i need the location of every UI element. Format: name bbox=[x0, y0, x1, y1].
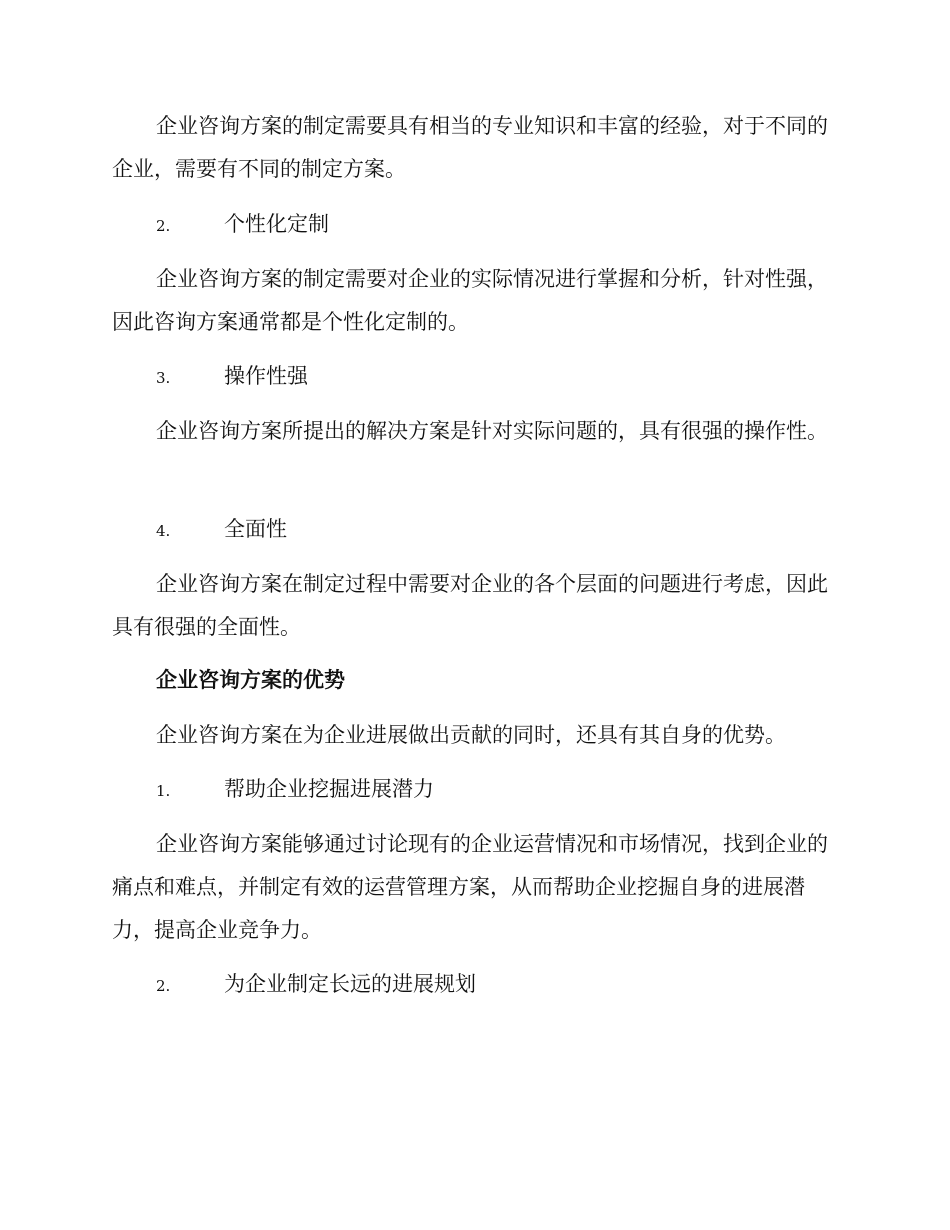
paragraph-expertise: 企业咨询方案的制定需要具有相当的专业知识和丰富的经验，对于不同的企业，需要有不同的制定方案。 bbox=[112, 114, 828, 181]
list-item-label: 帮助企业挖掘进展潜力 bbox=[224, 777, 434, 801]
list-item-operability bbox=[156, 361, 308, 391]
section-heading: 企业咨询方案的优势 bbox=[156, 667, 345, 692]
paragraph-operability: 企业咨询方案所提出的解决方案是针对实际问题的，具有很强的操作性。 bbox=[156, 419, 828, 443]
list-item-potential bbox=[156, 774, 434, 804]
list-item-long-term-plan bbox=[156, 969, 476, 999]
list-item-label: 个性化定制 bbox=[224, 212, 329, 236]
paragraph-potential: 企业咨询方案能够通过讨论现有的企业运营情况和市场情况，找到企业的痛点和难点，并制定有效的运营管理方案，从而帮助企业挖掘自身的进展潜力，提高企业竞争力。 bbox=[112, 832, 828, 942]
paragraph-advantages-intro: 企业咨询方案在为企业进展做出贡献的同时，还具有其自身的优势。 bbox=[156, 723, 786, 747]
list-number: 2. bbox=[156, 977, 171, 995]
list-item-personalized bbox=[156, 209, 329, 239]
paragraph-personalized: 企业咨询方案的制定需要对企业的实际情况进行掌握和分析，针对性强，因此咨询方案通常都是个性化定制的。 bbox=[112, 267, 828, 334]
list-item-comprehensive bbox=[156, 514, 287, 544]
list-item-label: 操作性强 bbox=[224, 364, 308, 388]
list-number: 4. bbox=[156, 522, 171, 540]
paragraph-comprehensive: 企业咨询方案在制定过程中需要对企业的各个层面的问题进行考虑，因此具有很强的全面性。 bbox=[112, 572, 828, 639]
list-number: 2. bbox=[156, 217, 171, 235]
list-number: 3. bbox=[156, 369, 171, 387]
list-item-label: 全面性 bbox=[224, 517, 287, 541]
list-item-label: 为企业制定长远的进展规划 bbox=[224, 972, 476, 996]
list-number: 1. bbox=[156, 782, 171, 800]
